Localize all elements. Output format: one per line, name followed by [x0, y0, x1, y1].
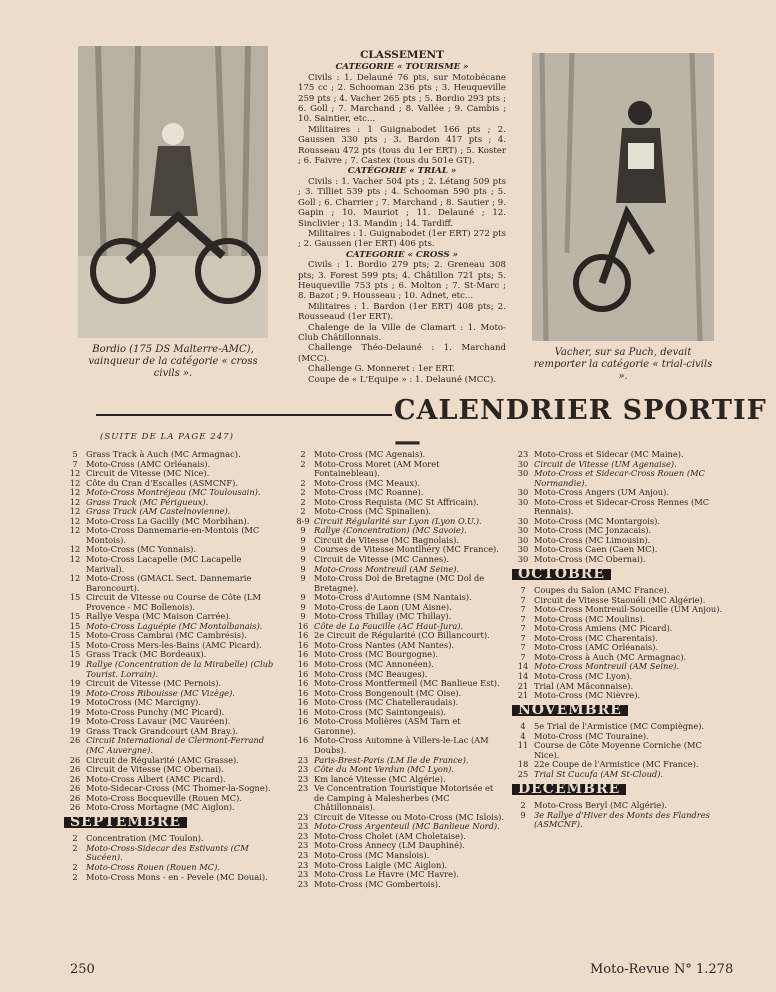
event-row [64, 660, 282, 679]
event-text: Grass Track à Auch (MC Armagnac). [86, 449, 241, 459]
month-decembre: DECEMBRE [512, 784, 626, 796]
event-date: 26 [69, 735, 81, 746]
event-text: Courses de Vitesse Montlhéry (MC France). [314, 544, 499, 555]
event-date: 9 [300, 592, 306, 603]
event-date: 14 [517, 671, 529, 682]
event-text: Moto-Cross Angers (UM Anjou). [534, 487, 669, 498]
event-text: Coupes du Salon (AMC France). [534, 585, 670, 596]
event-row [64, 574, 282, 593]
event-text: Moto-Cross Amiens (MC Picard). [534, 623, 673, 634]
event-date: 19 [69, 678, 81, 689]
classement-paragraph: Chalenge de la Ville de Clamart : 1. Moto-Club Châtillonnais. [298, 322, 506, 343]
photo-vacher-image [532, 53, 714, 341]
event-date: 23 [297, 811, 309, 822]
event-date: 16 [297, 706, 309, 717]
photo-vacher [532, 53, 714, 341]
event-text: Grass Track (MC Périgueux). [86, 496, 209, 507]
event-text: Moto-Cross (MC Lyon). [534, 671, 633, 682]
month-novembre: NOVEMBRE [512, 705, 628, 717]
classement-body [298, 62, 506, 385]
event-date: 12 [69, 573, 81, 584]
event-text: Circuit de Vitesse (MC Obernai). [86, 764, 224, 775]
event-date: 19 [69, 716, 81, 727]
event-text: Circuit de Régularité (AMC Grasse). [86, 754, 239, 765]
event-date: 14 [517, 661, 529, 672]
event-date: 15 [69, 639, 81, 650]
event-text: Moto-Cross (MC Saintongeais). [314, 706, 447, 717]
event-date: 9 [300, 563, 306, 574]
event-date: 23 [297, 764, 309, 775]
event-date: 15 [69, 611, 81, 622]
event-date: 12 [69, 468, 81, 479]
event-row [292, 784, 504, 813]
event-text: Moto-Cross (MC Agenais). [314, 449, 426, 459]
event-text: Moto-Cross Laguépie (MC Montalbanais). [86, 620, 263, 631]
novembre-list [512, 722, 726, 779]
event-date: 26 [69, 754, 81, 765]
septembre-list [64, 834, 282, 882]
event-text: Moto-Cross (MC Montargois). [534, 515, 660, 526]
event-date: 8-9 [296, 515, 310, 526]
event-text: Km lancé Vitesse (MC Algérie). [314, 773, 446, 784]
event-row [512, 770, 726, 780]
photo-vacher-caption: Vacher, sur sa Puch, devait remporter la catégorie « trial-civils ». [533, 347, 713, 382]
event-text: Moto-Cross (MC Manslois). [314, 849, 430, 860]
event-date: 23 [297, 821, 309, 832]
event-date: 5 [72, 449, 78, 459]
magazine-name: Moto-Revue [590, 962, 670, 977]
event-row [64, 873, 282, 883]
event-date: 15 [69, 630, 81, 641]
event-text: Ve Concentration Touristique Motorisée et de Camping à Malesherbes (MC Châtillonnais). [314, 783, 494, 813]
event-text: Circuit de Vitesse ou Course de Côte (LM Provence - MC Bollenois). [86, 592, 262, 612]
event-text: Moto-Cross (MC Obernai). [534, 554, 646, 565]
event-date: 16 [297, 735, 309, 746]
event-text: Côte de La Faucille (AC Haut-Jura). [314, 620, 464, 631]
classement-block [298, 50, 506, 385]
event-date: 23 [517, 449, 529, 459]
calendar-col-2 [292, 450, 504, 889]
event-date: 7 [520, 604, 526, 615]
event-date: 26 [69, 783, 81, 794]
col2-list [292, 450, 504, 889]
event-text: Moto-Cross (MC Annonéen). [314, 659, 434, 670]
classement-paragraph: Civils : 1. Delauné 76 pts, sur Motobécane 175 cc ; 2. Schooman 236 pts ; 3. Heuqueville 259 pts ; 4. Vacher 265 pts ; 5. Bordio 293 pts ; 6. Goll ; 7. Marchand ; 8. Vallée ; 9. Cambis ; 10. Saintier, etc... [298, 72, 506, 125]
event-row [512, 691, 726, 701]
event-text: Côte du Cran d'Escalles (ASMCNF). [86, 477, 239, 488]
event-date: 7 [520, 613, 526, 624]
event-text: Moto-Cross Argenteuil (MC Banlieue Nord). [314, 821, 500, 832]
month-octobre: OCTOBRE [512, 569, 611, 581]
event-text: Moto-Cross-Sidecar des Estivants (CM Sucéen). [86, 842, 249, 863]
event-date: 2 [72, 861, 78, 872]
event-text: Moto-Cross Caen (Caen MC). [534, 544, 658, 555]
month-septembre: SEPTEMBRE [64, 817, 187, 829]
event-text: Moto-Cross (MC Nièvre). [534, 690, 641, 701]
event-date: 26 [69, 764, 81, 775]
event-text: Moto-Cross Cambrai (MC Cambrésis). [86, 630, 247, 641]
event-text: Moto-Cross Molières (ASM Tarn et Garonne). [314, 716, 461, 736]
event-date: 16 [297, 620, 309, 631]
event-text: Circuit de Vitesse ou Moto-Cross (MC Islois). [314, 811, 504, 822]
event-text: Moto-Cross Montréjeau (MC Toulousain). [86, 487, 261, 498]
event-text: Moto-Cross Automne à Villers-le-Lac (AM Doubs). [314, 735, 489, 755]
classement-paragraph: Challenge Théo-Delauné : 1. Marchand (MCC). [298, 343, 506, 364]
event-date: 30 [517, 487, 529, 498]
event-text: Grass Track (MC Bordeaux). [86, 649, 207, 660]
event-date: 9 [300, 611, 306, 622]
col1-list [64, 450, 282, 813]
calendar-col-1 [64, 450, 282, 882]
event-date: 2 [520, 800, 526, 811]
event-text: Moto-Cross (MC Spinalien). [314, 506, 432, 517]
event-date: 23 [297, 773, 309, 784]
event-text: 3e Rallye d'Hiver des Monts des Flandres (ASMCNF). [534, 809, 710, 830]
event-row [64, 803, 282, 813]
event-text: Moto-Cross et Sidecar (MC Maine). [534, 449, 684, 459]
event-date: 7 [72, 458, 78, 469]
title-rule [96, 414, 392, 416]
event-text: Circuit de Vitesse Staouéli (MC Algérie). [534, 594, 706, 605]
event-row [512, 498, 726, 517]
event-text: Moto-Cross (MC Chatelleraudais). [314, 697, 459, 708]
event-date: 23 [297, 878, 309, 889]
event-row [512, 555, 726, 565]
event-date: 19 [69, 659, 81, 670]
event-date: 16 [297, 687, 309, 698]
event-text: Moto-Cross à Auch (MC Armagnac). [534, 651, 687, 662]
event-text: Moto-Cross Mons - en - Pevele (MC Douai). [86, 871, 268, 882]
event-date: 7 [520, 642, 526, 653]
event-date: 30 [517, 525, 529, 536]
event-date: 21 [517, 680, 529, 691]
event-text: Moto-Cross (MC Roanne). [314, 487, 424, 498]
event-date: 16 [297, 697, 309, 708]
decembre-list [512, 801, 726, 830]
event-text: Moto-Cross (GMACL Sect. Dannemarie Baroncourt). [86, 573, 252, 593]
event-text: Moto-Cross Annecy (LM Dauphiné). [314, 840, 465, 851]
event-text: Moto-Cross (MC Yonnais). [86, 544, 196, 555]
event-row [292, 717, 504, 736]
event-date: 19 [69, 697, 81, 708]
suite-note: (SUITE DE LA PAGE 247) [100, 432, 234, 442]
event-row [512, 811, 726, 830]
event-text: Moto-Cross Montreuil (AM Seine). [534, 661, 680, 672]
event-date: 23 [297, 869, 309, 880]
event-text: Trial St Cucufa (AM St-Cloud). [534, 768, 664, 779]
event-date: 2 [300, 449, 306, 459]
event-text: Côte du Mont Verdun (MC Lyon). [314, 764, 455, 775]
event-date: 9 [300, 554, 306, 565]
event-text: Moto-Cross Ribouisse (MC Vizège). [86, 687, 235, 698]
classement-paragraph: Militaires : 1. Guignabodet (1er ERT) 272 pts ; 2. Gaussen (1er ERT) 406 pts. [298, 228, 506, 250]
event-text: 22e Coupe de l'Armistice (MC France). [534, 759, 699, 770]
event-text: Circuit de Vitesse (MC Nice). [86, 468, 210, 479]
event-text: Grass Track Grandcourt (AM Bray.). [86, 725, 239, 736]
event-row [512, 741, 726, 760]
event-date: 2 [300, 477, 306, 488]
event-date: 7 [520, 623, 526, 634]
event-text: Moto-Cross Moret (AM Moret Fontainebleau). [314, 458, 440, 479]
event-text: Trial (AM Mâconnaise). [534, 680, 634, 691]
page-number: 250 [70, 962, 95, 977]
calendar-col-3 [512, 450, 726, 830]
issue-number: N° 1.278 [674, 962, 734, 977]
event-date: 2 [300, 458, 306, 469]
event-text: Moto-Cross (MC Limousin). [534, 534, 651, 545]
event-date: 26 [69, 773, 81, 784]
event-text: Moto-Sidecar-Cross (MC Thomer-la-Sogne). [86, 783, 271, 794]
event-text: Moto-Cross Thillay (MC Thillay). [314, 611, 452, 622]
event-text: Moto-Cross (MC Beauges). [314, 668, 428, 679]
event-text: Moto-Cross Lacapelle (MC Lacapelle Marival). [86, 554, 242, 574]
event-text: Paris-Brest-Paris (LM Ile de France). [314, 754, 469, 765]
octobre-list [512, 586, 726, 701]
event-text: Moto-Cross Laigle (MC Aiglon). [314, 859, 448, 870]
col3-list [512, 450, 726, 565]
event-date: 16 [297, 630, 309, 641]
event-text: Circuit de Vitesse (MC Bagnolais). [314, 534, 460, 545]
classement-paragraph: Coupe de « L'Equipe » : 1. Delauné (MCC). [308, 374, 497, 385]
event-text: Moto-Cross Dannemarie-en-Montois (MC Montois). [86, 525, 260, 545]
event-text: Rallye (Concentration) (MC Savoie). [314, 525, 467, 536]
event-date: 25 [517, 768, 529, 779]
event-text: Grass Track (AM Castelnovienne). [86, 506, 231, 517]
event-text: 2e Circuit de Régularité (CO Billancourt). [314, 630, 490, 641]
event-row [64, 593, 282, 612]
event-date: 2 [300, 487, 306, 498]
event-text: Moto-Cross Requista (MC St Affricain). [314, 496, 479, 507]
event-text: Rallye Vespa (MC Maison Carrée). [86, 611, 232, 622]
event-text: Moto-Cross Beryl (MC Algérie). [534, 800, 668, 811]
event-date: 23 [297, 830, 309, 841]
event-text: Moto-Cross (AMC Orléanais). [86, 458, 211, 469]
event-date: 12 [69, 515, 81, 526]
event-date: 7 [520, 585, 526, 596]
event-date: 26 [69, 802, 81, 813]
classement-category: CATEGORIE « CROSS » [346, 249, 458, 260]
event-row [292, 736, 504, 755]
event-text: Moto-Cross Nantes (AM Nantes). [314, 639, 455, 650]
event-date: 4 [520, 730, 526, 741]
event-date: 23 [297, 754, 309, 765]
event-date: 4 [520, 721, 526, 732]
event-text: Moto-Cross (MC Meaux). [314, 477, 421, 488]
event-text: Moto-Cross Le Havre (MC Havre). [314, 869, 459, 880]
event-text: Circuit Régularité sur Lyon (Lyon O.U.). [314, 515, 482, 526]
event-date: 12 [69, 525, 81, 536]
event-text: Moto-Cross (MC Gombertois). [314, 878, 441, 889]
event-text: Circuit International de Clermont-Ferrand (MC Auvergne). [86, 735, 265, 755]
event-row [64, 844, 282, 863]
event-date: 30 [517, 554, 529, 565]
event-text: Moto-Cross Bocqueville (Rouen MC). [86, 792, 243, 803]
event-date: 2 [300, 506, 306, 517]
event-date: 9 [300, 525, 306, 536]
event-date: 16 [297, 659, 309, 670]
event-text: Moto-Cross (MC Touraine). [534, 730, 649, 741]
event-text: Circuit de Vitesse (MC Pernois). [86, 678, 222, 689]
event-date: 9 [300, 601, 306, 612]
event-text: Moto-Cross (MC Jonzacais). [534, 525, 652, 536]
event-date: 30 [517, 515, 529, 526]
event-date: 30 [517, 534, 529, 545]
event-date: 19 [69, 725, 81, 736]
event-date: 19 [69, 706, 81, 717]
event-row [292, 460, 504, 479]
event-date: 15 [69, 649, 81, 660]
event-date: 12 [69, 554, 81, 565]
event-text: Moto-Cross Dol de Bretagne (MC Dol de Bretagne). [314, 573, 485, 593]
event-date: 26 [69, 792, 81, 803]
event-date: 11 [517, 740, 529, 751]
classement-paragraph: Challenge G. Monneret : 1er ERT. [308, 364, 456, 375]
event-text: Moto-Cross (AMC Orléanais). [534, 642, 659, 653]
classement-paragraph: Civils : 1. Bordio 279 pts; 2. Greneau 308 pts; 3. Forest 599 pts; 4. Châtillon 721 pts; 5. Heuqueville 753 pts ; 6. Molton ; 7. St-Marc ; 8. Bazot ; 9. Housseau ; 10. Adnet, etc... [298, 260, 506, 302]
event-date: 12 [69, 477, 81, 488]
event-text: Course de Côte Moyenne Corniche (MC Nice). [534, 740, 702, 760]
event-text: Moto-Cross Rouen (Rouen MC). [86, 861, 220, 872]
classement-category: CATÉGORIE « TRIAL » [347, 166, 457, 177]
event-date: 30 [517, 468, 529, 479]
calendar-title: CALENDRIER SPORTIF— [394, 395, 767, 457]
event-text: Moto-Cross Mers-les-Bains (AMC Picard). [86, 639, 262, 650]
photo-bordio-image [78, 46, 268, 338]
event-text: 5e Trial de l'Armistice (MC Compiègne). [534, 721, 705, 732]
event-date: 15 [69, 620, 81, 631]
event-text: Circuit de Vitesse (MC Cannes). [314, 554, 449, 565]
event-date: 2 [72, 842, 78, 853]
event-text: Moto-Cross Cholet (AM Choletaise). [314, 830, 466, 841]
classement-paragraph: Militaires : 1 Guignabodet 166 pts ; 2. Gaussen 330 pts ; 3. Bardon 417 pts ; 4. Rousseau 472 pts (tous du 1er ERT) ; 5. Koster ; 6. Faivre ; 7. Castex (tous du 501e GT). [298, 124, 506, 167]
event-row [64, 736, 282, 755]
event-text: Moto-Cross (MC Moulins). [534, 613, 646, 624]
event-text: Concentration (MC Toulon). [86, 833, 204, 844]
event-date: 30 [517, 544, 529, 555]
event-date: 9 [520, 809, 526, 820]
event-date: 18 [517, 759, 529, 770]
event-text: Moto-Cross La Gacilly (MC Morbihan). [86, 515, 250, 526]
event-text: Moto-Cross et Sidecar-Cross Rouen (MC Normandie). [534, 468, 705, 488]
event-date: 21 [517, 690, 529, 701]
event-text: Moto-Cross Lavaur (MC Vauréen). [86, 716, 231, 727]
classement-title: CLASSEMENT [360, 49, 444, 61]
event-date: 9 [300, 534, 306, 545]
event-text: MotoCross (MC Marcigny). [86, 697, 201, 708]
event-date: 12 [69, 544, 81, 555]
event-text: Moto-Cross (MC Bourgogne). [314, 649, 438, 660]
event-date: 23 [297, 859, 309, 870]
event-text: Circuit de Vitesse (UM Agenaise). [534, 458, 677, 469]
event-date: 2 [300, 496, 306, 507]
event-row [292, 880, 504, 890]
event-date: 2 [72, 833, 78, 844]
event-date: 7 [520, 651, 526, 662]
event-text: Moto-Cross d'Automne (SM Nantais). [314, 592, 472, 603]
event-date: 16 [297, 649, 309, 660]
event-date: 23 [297, 783, 309, 794]
event-text: Moto-Cross Montfermeil (MC Banlieue Est). [314, 678, 500, 689]
event-row [512, 469, 726, 488]
event-row [292, 574, 504, 593]
event-date: 9 [300, 573, 306, 584]
event-date: 19 [69, 687, 81, 698]
event-text: Moto-Cross Bongenoult (MC Oise). [314, 687, 462, 698]
event-text: Rallye (Concentration de la Mirabelle) (Club Tourist. Lorrain). [86, 659, 274, 679]
event-date: 9 [300, 544, 306, 555]
event-text: Moto-Cross Mortagne (MC Aiglon). [86, 802, 235, 813]
event-date: 30 [517, 458, 529, 469]
event-date: 23 [297, 849, 309, 860]
event-text: Moto-Cross et Sidecar-Cross Rennes (MC Rennais). [534, 496, 710, 517]
event-text: Moto-Cross Montreuil (AM Seine). [314, 563, 460, 574]
event-date: 30 [517, 496, 529, 507]
event-date: 2 [72, 871, 78, 882]
event-date: 12 [69, 496, 81, 507]
event-date: 16 [297, 668, 309, 679]
event-row [64, 526, 282, 545]
photo-bordio [78, 46, 268, 338]
event-text: Moto-Cross (MC Charentais). [534, 632, 658, 643]
event-text: Moto-Cross de Laon (UM Aisne). [314, 601, 452, 612]
event-date: 23 [297, 840, 309, 851]
event-date: 16 [297, 639, 309, 650]
event-date: 7 [520, 632, 526, 643]
event-text: Moto-Cross Albert (AMC Picard). [86, 773, 226, 784]
event-date: 12 [69, 487, 81, 498]
event-date: 16 [297, 678, 309, 689]
event-date: 15 [69, 592, 81, 603]
classement-paragraph: Militaires : 1. Bardon (1er ERT) 408 pts; 2. Rousseaud (1er ERT). [298, 301, 506, 323]
event-date: 16 [297, 716, 309, 727]
event-date: 7 [520, 594, 526, 605]
classement-paragraph: Civils : 1. Vacher 504 pts ; 2. Létang 509 pts ; 3. Tilliet 539 pts ; 4. Schooman 590 pts ; 5. Goll ; 6. Charrier ; 7. Marchand ; 8. Sautier ; 9. Gapin ; 10. Mauriot ; 11. Delauné ; 12. Sinclivier ; 13. Mandin ; 14. Tardiff. [298, 176, 506, 229]
photo-bordio-caption: Bordio (175 DS Malterre-AMC), vainqueur de la catégorie « cross civils ». [88, 344, 258, 379]
event-row [64, 555, 282, 574]
event-text: Moto-Cross Montreuil-Souceille (UM Anjou). [534, 604, 723, 615]
event-text: Moto-Cross Punchy (MC Picard). [86, 706, 225, 717]
event-date: 12 [69, 506, 81, 517]
classement-category: CATEGORIE « TOURISME » [335, 62, 469, 73]
